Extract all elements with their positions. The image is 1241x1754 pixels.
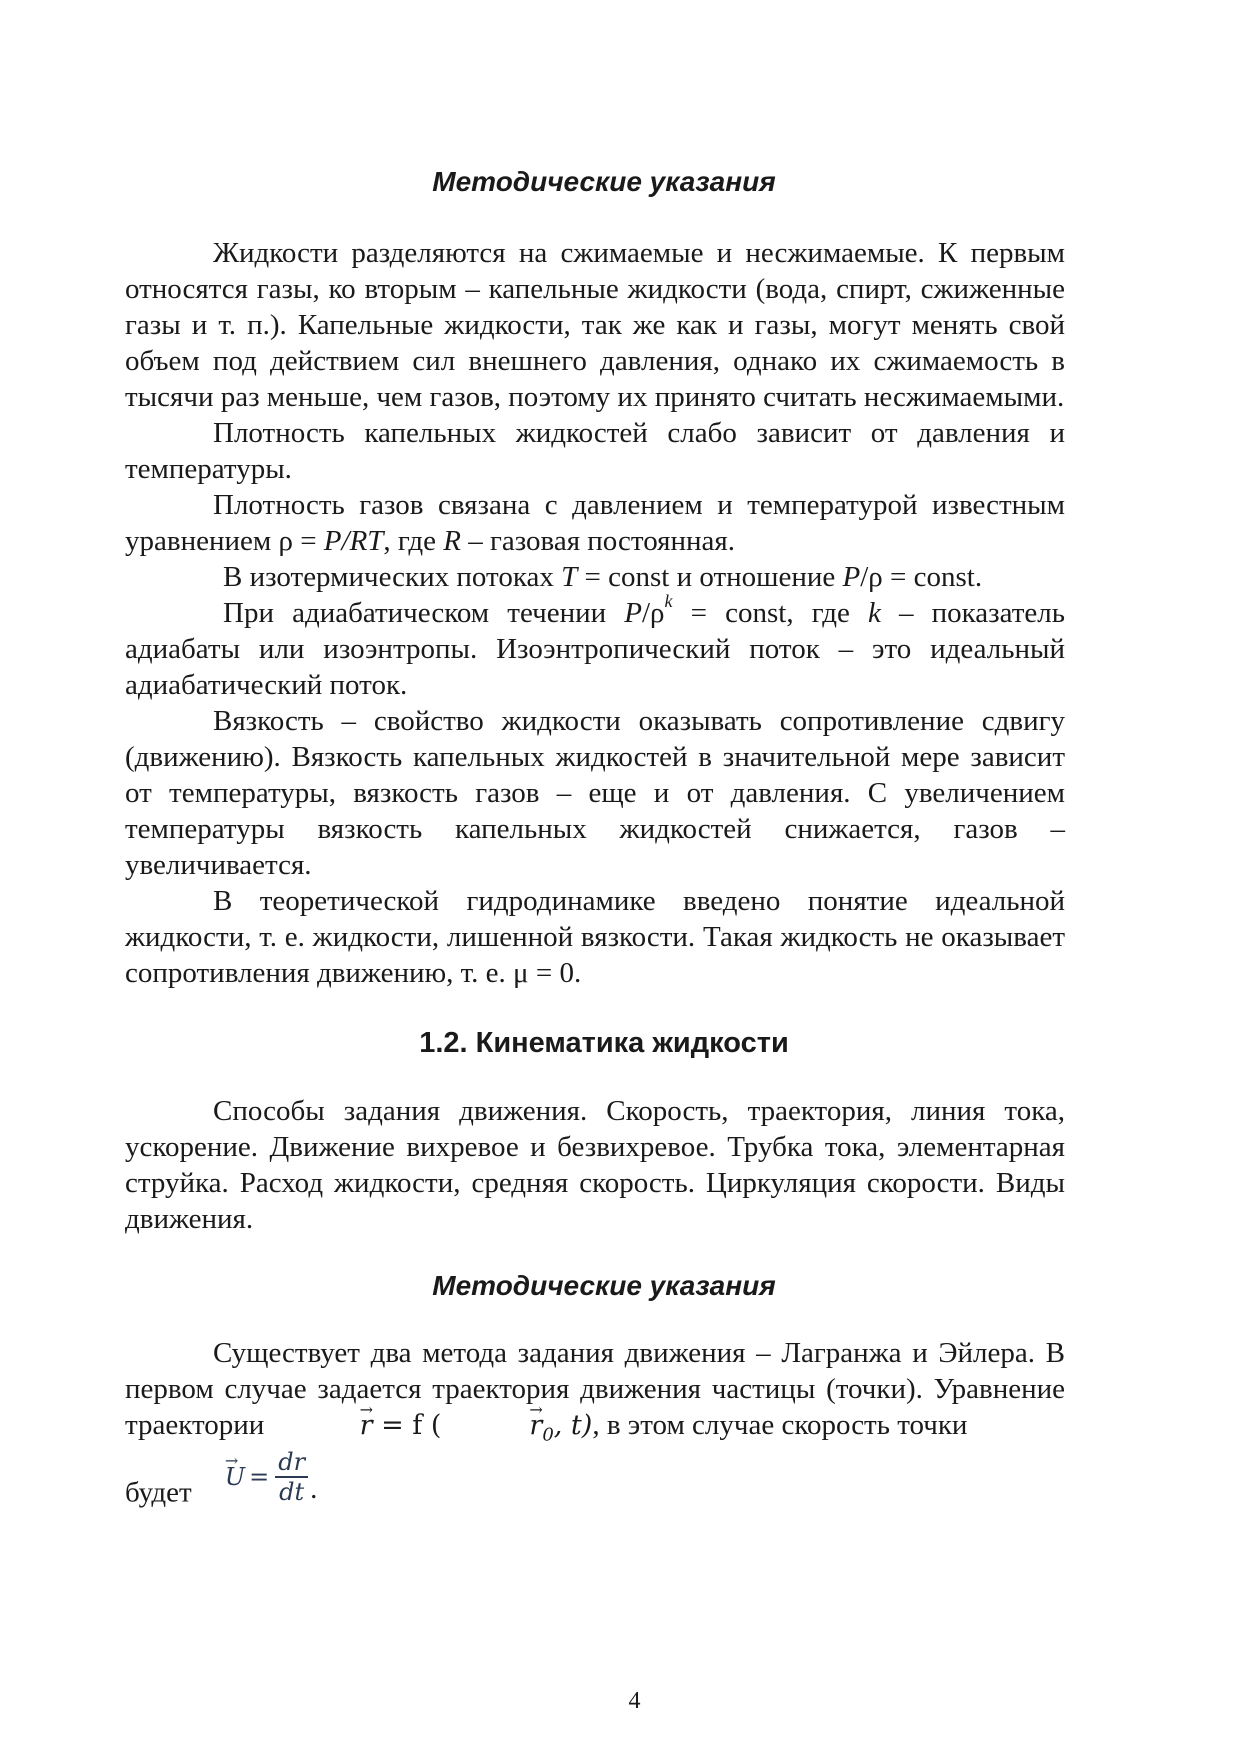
paragraph-liquid-density: Плотность капельных жидкостей слабо зависит от давления и температуры. (125, 417, 1065, 485)
paragraph-compressibility: Жидкости разделяются на сжимаемые и несжимаемые. К первым относятся газы, ко вторым – капельные жидкости (вода, спирт, сжиженные газы и т. п.). Капельные жидкости, так же как и газы, могут менять свой объем под действием сил внешнего давления, однако их сжимаемость в тысячи раз меньше, чем газов, поэтому их принято считать несжимаемыми. (125, 237, 1065, 413)
velocity-formula: → U = $\frac{dr}{dt}$ (225, 1448, 308, 1506)
paragraph-lagrange-euler: Существует два метода задания движения – Лагранжа и Эйлера. В первом случае задается траектория движения частицы (точки). Уравнение траектории → r = f (→ $r_0$, t), в этом случае скорость точки (125, 1335, 1065, 1444)
subheading-methodical-1: Методические указания (432, 166, 776, 197)
paragraph-viscosity: Вязкость – свойство жидкости оказывать сопротивление сдвигу (движению). Вязкость капельных жидкостей в значительной мере зависит от температуры, вязкость газов – еще и от давления. С увеличением температуры вязкость капельных жидкостей снижается, газов – увеличивается. (125, 705, 1065, 881)
paragraph-isothermal: В изотермических потоках T = const и отношение P/ρ = const. (223, 561, 983, 593)
paragraph-kinematics-topics: Способы задания движения. Скорость, траектория, линия тока, ускорение. Движение вихревое и безвихревое. Трубка тока, элементарная струйка. Расход жидкости, средняя скорость. Циркуляция скорости. Виды движения. (125, 1095, 1065, 1235)
paragraph-adiabatic: При адиабатическом течении $P/\rho^k$ = const, где k – показатель адиабаты или изоэнтропы. Изоэнтропический поток – это идеальный адиабатический поток. (125, 591, 1065, 701)
section-title-kinematics: 1.2. Кинематика жидкости (419, 1027, 789, 1059)
velocity-line: будет → U = $\frac{dr}{dt}$ . (125, 1466, 1065, 1524)
paragraph-gas-density: Плотность газов связана с давлением и температурой известным уравнением ρ = P/RT, где R – газовая постоянная. (125, 489, 1065, 557)
page-number: 4 (628, 1688, 641, 1714)
page-body (125, 165, 1065, 1524)
subheading-methodical-2: Методические указания (432, 1270, 776, 1301)
paragraph-ideal-fluid: В теоретической гидродинамике введено понятие идеальной жидкости, т. е. жидкости, лишенной вязкости. Такая жидкость не оказывает сопротивления движению, т. е. μ = 0. (125, 885, 1065, 989)
trajectory-formula: → r = f (→ $r_0$, t) (272, 1410, 593, 1441)
